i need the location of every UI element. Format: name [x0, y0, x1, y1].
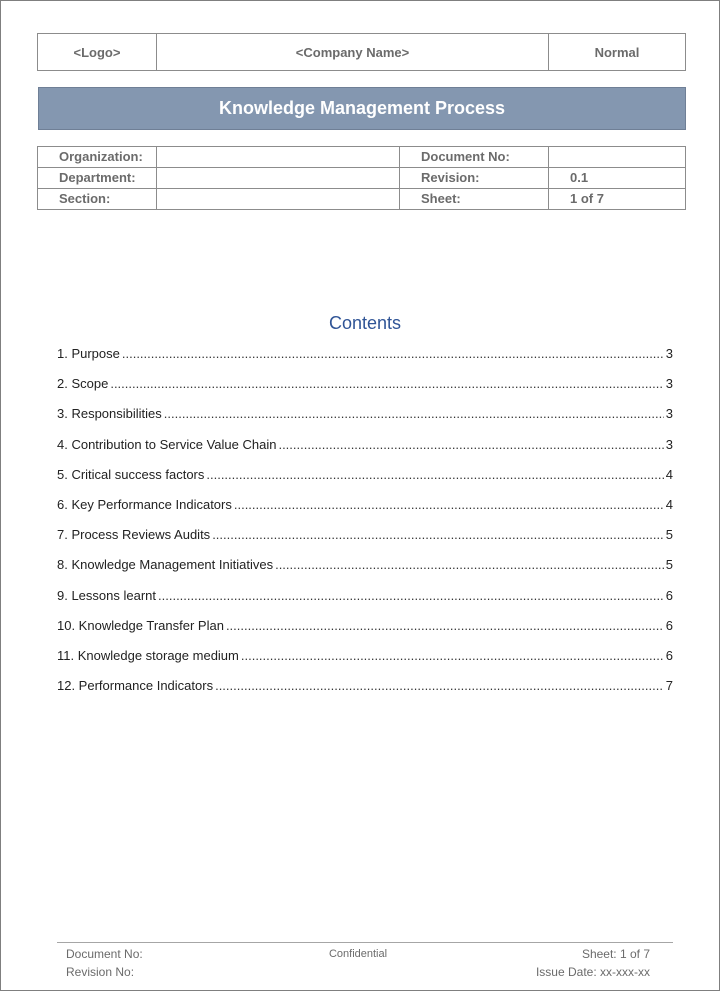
revision-value: 0.1 [549, 168, 686, 189]
toc-leader-dots [158, 588, 664, 603]
organization-value [157, 147, 400, 168]
toc-entry-label: 9. Lessons learnt [57, 587, 157, 603]
toc-leader-dots [226, 618, 664, 633]
header-table [37, 33, 686, 71]
toc-entry-page: 6 [665, 647, 673, 663]
toc-entry-label: 3. Responsibilities [57, 406, 162, 422]
toc-entry-page: 5 [665, 527, 673, 543]
sheet-value: 1 of 7 [549, 189, 686, 210]
toc-entry[interactable] [57, 678, 673, 708]
toc-entry[interactable] [57, 557, 673, 587]
toc-leader-dots [241, 648, 664, 663]
toc-entry-page: 3 [665, 406, 673, 422]
toc-entry-page: 4 [665, 466, 673, 482]
section-label: Section: [38, 189, 157, 210]
toc-entry[interactable] [57, 467, 673, 497]
toc-leader-dots [164, 406, 664, 421]
document-info-table [37, 146, 686, 210]
toc-entry-page: 6 [665, 587, 673, 603]
footer-sheet: Sheet: 1 of 7 [581, 947, 650, 961]
toc-leader-dots [122, 346, 664, 361]
toc-leader-dots [212, 527, 664, 542]
footer-document-no: Document No: [66, 947, 143, 961]
toc-entry[interactable] [57, 497, 673, 527]
document-no-label: Document No: [400, 147, 549, 168]
toc-entry[interactable] [57, 346, 673, 376]
toc-entry[interactable] [57, 437, 673, 467]
toc-leader-dots [275, 557, 664, 572]
toc-entry-page: 3 [665, 436, 673, 452]
classification-label: Normal [549, 34, 686, 71]
toc-entry[interactable] [57, 406, 673, 436]
logo-placeholder: <Logo> [38, 34, 157, 71]
toc-entry-page: 6 [665, 617, 673, 633]
organization-label: Organization: [38, 147, 157, 168]
toc-entry-label: 5. Critical success factors [57, 466, 205, 482]
toc-entry-label: 12. Performance Indicators [57, 678, 214, 694]
toc-entry-label: 8. Knowledge Management Initiatives [57, 557, 274, 573]
toc-entry-label: 10. Knowledge Transfer Plan [57, 617, 224, 633]
revision-label: Revision: [400, 168, 549, 189]
toc-entry[interactable] [57, 618, 673, 648]
toc-entry-page: 3 [665, 376, 673, 392]
document-no-value [549, 147, 686, 168]
toc-leader-dots [234, 497, 664, 512]
footer-confidential: Confidential [328, 948, 388, 960]
department-label: Department: [38, 168, 157, 189]
toc-entry[interactable] [57, 376, 673, 406]
toc-entry-label: 2. Scope [57, 376, 109, 392]
sheet-label: Sheet: [400, 189, 549, 210]
toc-entry-label: 4. Contribution to Service Value Chain [57, 436, 277, 452]
toc-entry-page: 7 [665, 678, 673, 694]
toc-leader-dots [215, 678, 664, 693]
toc-entry[interactable] [57, 527, 673, 557]
contents-heading: Contents [328, 313, 402, 333]
toc-leader-dots [110, 376, 663, 391]
toc-entry-label: 7. Process Reviews Audits [57, 527, 211, 543]
toc-leader-dots [206, 467, 663, 482]
toc-entry-label: 6. Key Performance Indicators [57, 496, 232, 512]
footer-issue-date: Issue Date: xx-xxx-xx [535, 965, 650, 979]
company-name: <Company Name> [157, 34, 549, 71]
toc-leader-dots [278, 437, 663, 452]
toc-entry-page: 3 [665, 346, 673, 361]
toc-entry-page: 5 [665, 557, 673, 573]
footer-divider [57, 942, 673, 943]
toc-entry-label: 11. Knowledge storage medium [57, 647, 239, 663]
toc-entry-page: 4 [665, 496, 673, 512]
toc-entry[interactable] [57, 648, 673, 678]
section-value [157, 189, 400, 210]
toc-entry[interactable] [57, 588, 673, 618]
table-of-contents [57, 346, 673, 708]
department-value [157, 168, 400, 189]
footer-revision-no: Revision No: [66, 965, 135, 979]
toc-entry-label: 1. Purpose [57, 346, 120, 361]
document-title: Knowledge Management Process [38, 87, 686, 130]
